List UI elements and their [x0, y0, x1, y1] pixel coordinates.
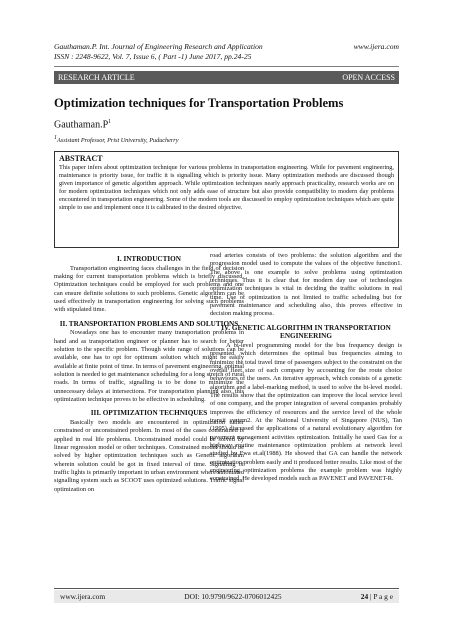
abstract-text: This paper infers about optimization technique for various problems in transportation engineering. While for pavement engineering, maintenance is priority issue, for traffic it is signalling which is priority issue. Many optimization methods are discussed though given importance of genetic algorithm approach. While optimization techniques nearly approach practicality, research works are on for modern optimization techniques which not only adds ease of structure but also provide compatibility to modern day problems encountered in transportation engineering. Some of the modern tools are discussed to employ optimization techniques which are quite simple to use and implement once it is calibrated to the desired objective. — [59, 164, 394, 212]
section-heading-techniques: III. OPTIMIZATION TECHNIQUES — [90, 409, 208, 418]
journal-citation: Gauthaman.P. Int. Journal of Engineering Research and Application — [54, 42, 263, 51]
abstract-heading: ABSTRACT — [59, 154, 103, 163]
abstract-box — [54, 151, 399, 248]
section-heading-introduction: I. INTRODUCTION — [117, 255, 181, 263]
issn-line: ISSN : 2248-9622, Vol. 7, Issue 6, ( Part -1) June 2017, pp.24-25 — [54, 52, 252, 61]
research-article-label: RESEARCH ARTICLE — [58, 73, 135, 82]
page-footer — [54, 590, 399, 603]
footer-website[interactable]: www.ijera.com — [60, 592, 106, 601]
open-access-label: OPEN ACCESS — [342, 73, 395, 82]
problems-paragraph: Nowadays one has to encounter many transportation problems in hand and as transportation engineer or planner has to search for better solution to the specific problem. Though wide range of solutions can be available, one has to opt for optimum solution which might be easily available at finite point of time. In terms of pavement engineering, optimal solution is needed to get maintenance scheduling for a long stretch of rural roads. In terms of traffic, signalling is to be done to minimize the unnecessary delays at intersections. For transportation planning also, this optimization technique proves to be effective in scheduling. — [54, 329, 244, 403]
author-name: $Gauthaman.P^1$ — [54, 119, 112, 131]
genetic-algorithm-paragraph: A bi-level programming model for the bus frequency design is presented, which determines the optimal bus frequencies aiming to minimize the total travel time of passengers subject to the constraint on the overall fleet size of each company by accounting for the route choice behaviours of the users. An iterative approach, which consists of a genetic algorithm and a label-marking method, is used to solve the bi-level model. The results show that the optimization can improve the local service level of one company, and the proper integration of several companies probably improves the efficiency of resources and the service level of the whole transit system2. At the National University of Singapore (NUS), Tan (1995) discussed the applications of a natural evolutionary algorithm for pavement management activities optimization. Initially he used Gas for a highway routine maintenance optimization problem at network level studied by Fwa et.al(1988). He showed that GA can handle the network optimization problem easily and it produced better results. Like most of the engineering optimization problems the example problem was highly constrained. He developed models such as PAVENET and PAVENET-R. — [210, 341, 402, 483]
article-type-bar — [54, 71, 399, 84]
introduction-paragraph: Transportation engineering faces challenges in the field of decision making for current transportation problems which is briefly discussed. Optimization techniques could be employed for such problems and one can ensure definite solutions to such problems. Genetic algorithm can be used effectively in transportation engineering for solving such problems with stipulated time. — [54, 264, 244, 314]
section-heading-problems: II. TRANSPORTATION PROBLEMS AND SOLUTIONS — [59, 319, 239, 328]
techniques-paragraph: Basically two models are encountered in optimization either constrained or unconstrained problem. In most of the cases constrained is applied in real life problems. Unconstrained model could be solved by linear regression model or other techniques. Constrained model should be solved by higher optimization techniques such as Genetic algorithm wherein solution could be got in fixed interval of time. Signalling of traffic lights is primarily important in urban environment where automated signalling system such as SCOOT uses optimized solutions. Traffic signal optimization on — [54, 418, 244, 493]
paper-title: Optimization techniques for Transportation Problems — [54, 96, 344, 110]
right-column — [210, 252, 402, 582]
techniques-continued-paragraph: road arteries consists of two problems: the solution algorithm and the progression model used to compute the values of the objective function1. The above is one example to solve problems using optimization techniques. Thus it is clear that for modern day use of technologies optimization techniques is vital in deciding the traffic solutions in real time. Use of optimization is not limited to traffic scheduling but for pavement maintenance and scheduling also, this proves effective in decision making process. — [210, 252, 402, 318]
page-number: 24 | P a g e — [360, 592, 393, 601]
journal-header — [54, 42, 399, 62]
section-heading-genetic-algorithm: IV. GENETIC ALGORITHM IN TRANSPORTATION ENGINEERING — [221, 323, 391, 341]
footer-doi[interactable]: DOI: 10.9790/9622-0706012425 — [184, 592, 282, 601]
author-affiliation: $^1$Assistant Professor, Prist University, Puducherry — [54, 135, 179, 145]
footer-divider — [54, 588, 399, 589]
header-divider — [54, 66, 399, 67]
journal-website[interactable]: www.ijera.com — [353, 42, 399, 51]
